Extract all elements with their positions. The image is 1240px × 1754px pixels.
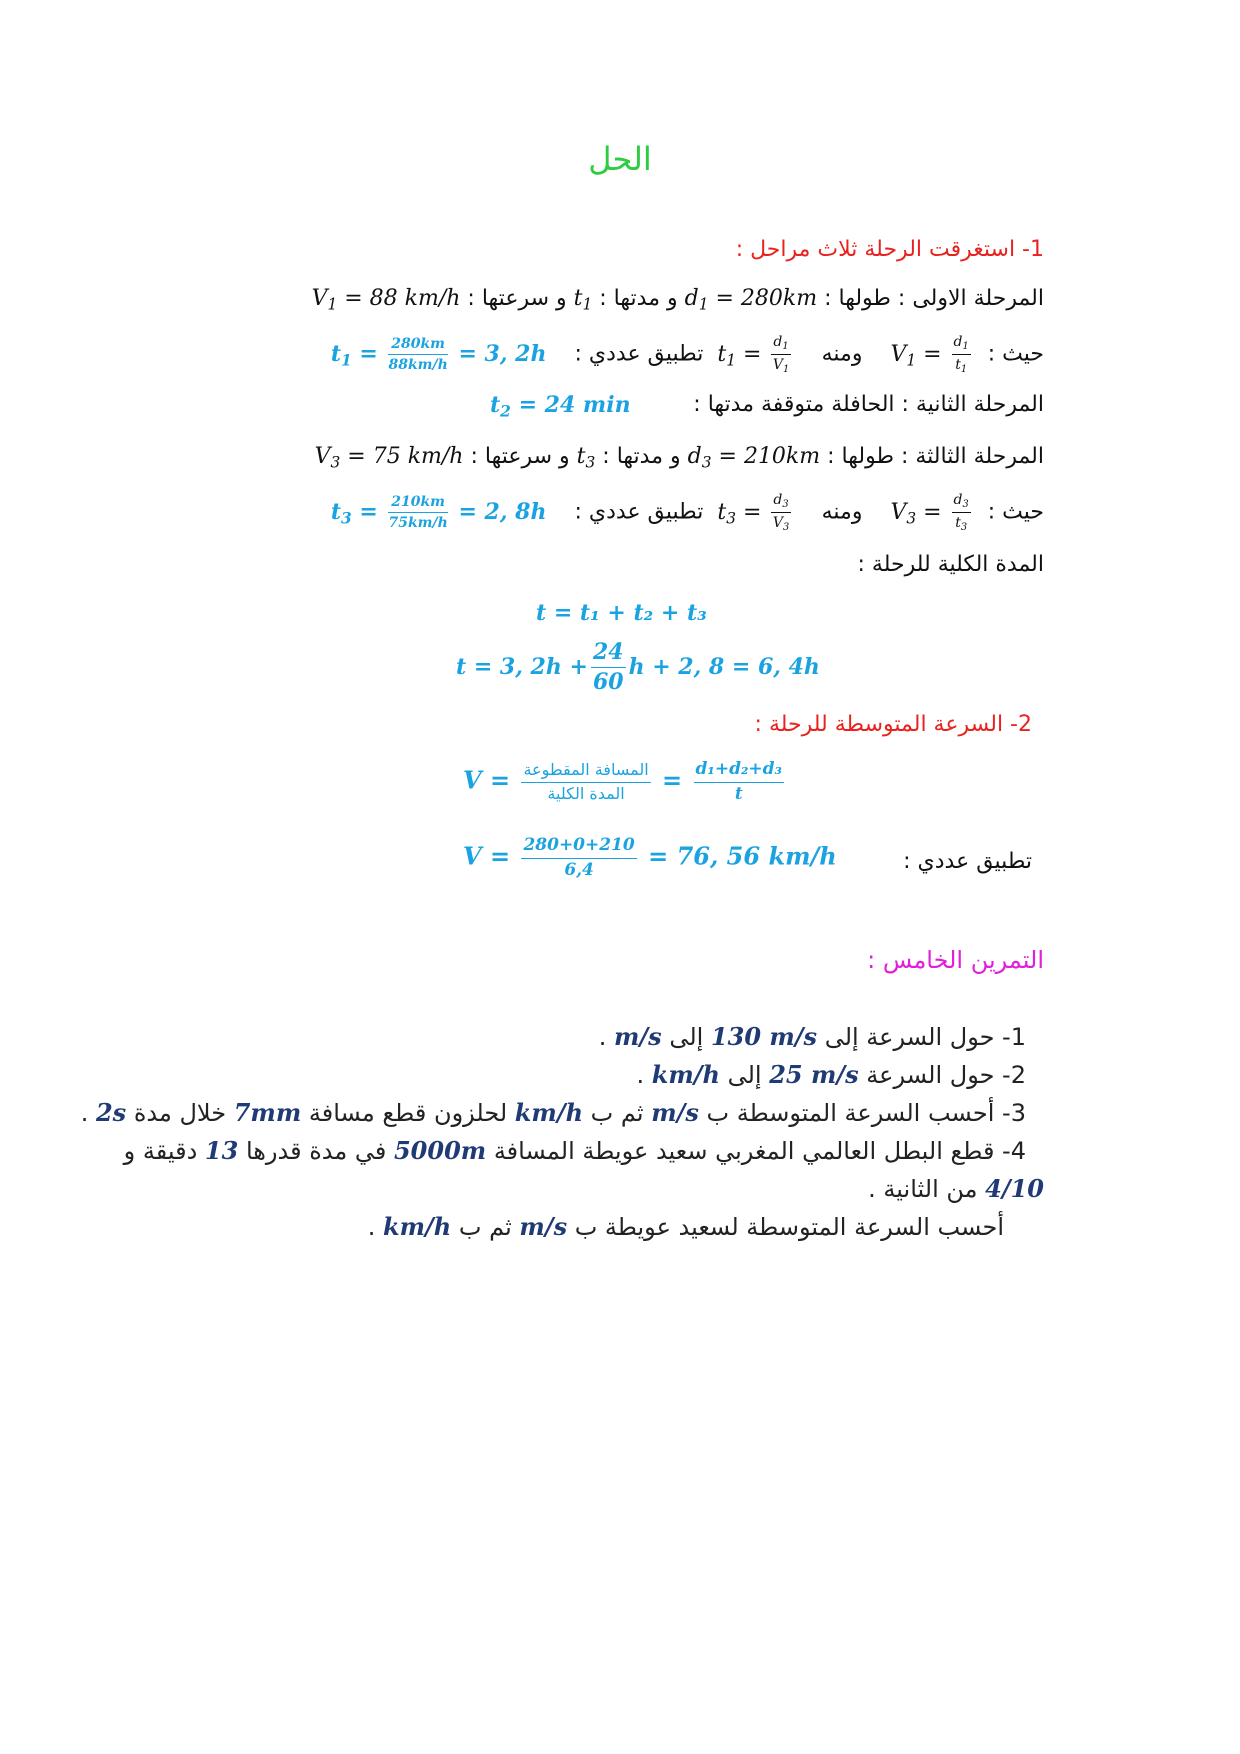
haith-label: حيث :	[987, 341, 1044, 367]
average-speed-result: V = $\frac{280+0+210}{6,4}$ = 76, 56 km/h	[463, 835, 837, 880]
exercise-item-2: 2- حول السرعة 25 m/s إلى km/h .	[636, 1060, 1026, 1089]
exercise-item-3: 3- أحسب السرعة المتوسطة ب m/s ثم ب km/h لحلزون قطع مسافة 7mm خلال مدة 2s .	[80, 1098, 1026, 1127]
stage1-distance: $d_1 = 280km$	[684, 286, 818, 314]
stage2-label: المرحلة الثانية : الحافلة متوقفة مدتها :	[693, 392, 1044, 417]
stage1-formula-t: $t_1$ = $\frac{d_1}{V_1}$	[717, 334, 790, 376]
wamin-label: ومنه	[821, 499, 863, 525]
stage3-calc-line	[331, 492, 1044, 533]
stage1-speed-label: و سرعتها :	[460, 286, 574, 311]
part1-heading: 1- استغرقت الرحلة ثلاث مراحل :	[735, 237, 1044, 262]
haith-label: حيث :	[987, 499, 1044, 525]
apply-label: تطبيق عددي :	[574, 499, 704, 525]
stage1-time-symbol: $t_1$	[573, 286, 593, 314]
stage2-result: $t_2 = 24$ min	[490, 392, 631, 421]
exercise-item-4: 4- قطع البطل العالمي المغربي سعيد عويطة المسافة 5000m في مدة قدرها 13 دقيقة و	[123, 1136, 1026, 1165]
exercise-item-1: 1- حول السرعة إلى 130 m/s إلى m/s .	[598, 1022, 1026, 1051]
stage3-line	[315, 444, 1044, 472]
total-equation: t = t₁ + t₂ + t₃	[536, 600, 707, 626]
exercise-item-4-continued: 4/10 من الثانية .	[868, 1174, 1044, 1203]
stage3-formula-t: $t_3$ = $\frac{d_3}{V_3}$	[717, 492, 790, 534]
total-calculation: t = 3, 2h + $\frac{24}{60}$ h + 2, 8 = 6, 4h	[456, 639, 820, 696]
page-title: الحل	[588, 140, 652, 178]
part2-apply-label: تطبيق عددي :	[903, 849, 1032, 874]
stage1-speed: $V_1 = 88$ km/h	[311, 286, 461, 314]
stage3-distance: $d_3 = 210km$	[687, 444, 821, 472]
stage3-mid: و مدتها :	[595, 444, 688, 469]
exercise-title: التمرين الخامس :	[867, 946, 1044, 974]
total-label: المدة الكلية للرحلة :	[857, 552, 1044, 577]
part2-heading: 2- السرعة المتوسطة للرحلة :	[754, 712, 1032, 737]
wamin-label: ومنه	[821, 341, 863, 367]
stage1-label: المرحلة الاولى : طولها :	[817, 286, 1044, 311]
stage1-formula-v: $V_1$ = $\frac{d_1}{t_1}$	[890, 334, 969, 376]
stage3-speed: $V_3 = 75$ km/h	[314, 444, 464, 472]
stage1-line	[312, 286, 1044, 314]
apply-label: تطبيق عددي :	[574, 341, 704, 367]
stage3-speed-label: و سرعتها :	[463, 444, 577, 469]
stage1-result: $t_1$ = $\frac{280km}{88km/h}$ = 3, 2h	[330, 336, 547, 374]
stage1-mid: و مدتها :	[592, 286, 685, 311]
average-speed-formula: V = $\frac{\text{المسافة المقطوعة}}{\text{المدة الكلية}}$ = $\frac{\text{d₁+d₂+d₃}}{t}$	[463, 759, 782, 804]
stage1-calc-line	[331, 334, 1044, 375]
stage3-label: المرحلة الثالثة : طولها :	[820, 444, 1044, 469]
stage3-formula-v: $V_3$ = $\frac{d_3}{t_3}$	[890, 492, 969, 534]
exercise-item-4-question: أحسب السرعة المتوسطة لسعيد عويطة ب m/s ثم ب km/h .	[367, 1212, 1004, 1241]
stage3-result: $t_3$ = $\frac{210km}{75km/h}$ = 2, 8h	[330, 494, 547, 532]
stage3-time-symbol: $t_3$	[576, 444, 596, 472]
